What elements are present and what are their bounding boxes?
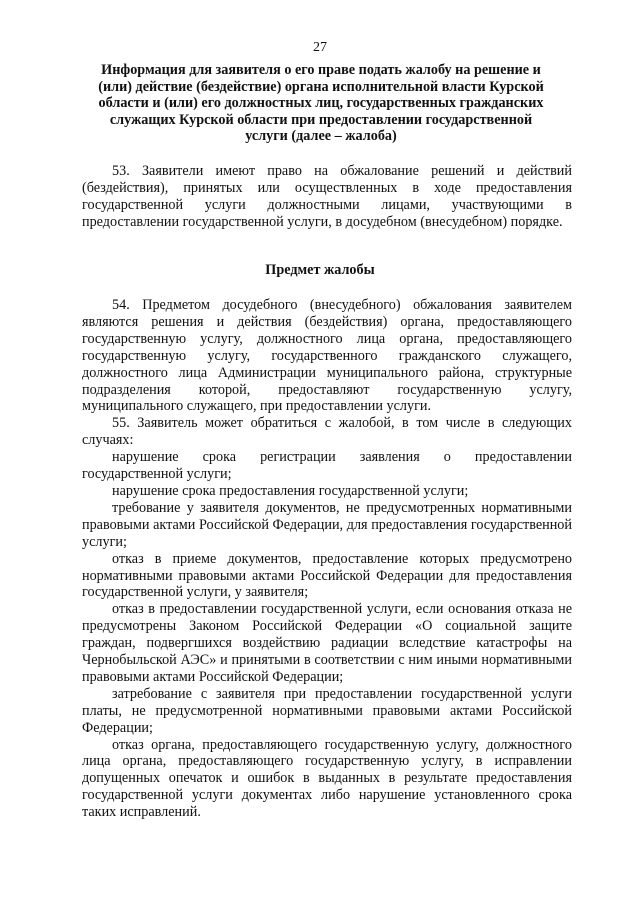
heading-line: (или) действие (бездействие) органа исполнительной власти Курской: [98, 78, 544, 95]
list-item: нарушение срока регистрации заявления о предоставлении государственной услуги;: [82, 449, 572, 483]
paragraph-block-intro: [82, 163, 572, 231]
paragraph-54: 54. Предметом досудебного (внесудебного) обжалования заявителем являются решения и действия (бездействия) органа, предоставляющего государственную услугу, должностного лица органа, предоставляющего государственную услугу, государственного гражданского служащего, должностного лица Администрации муниципального района, структурные подразделения которой, предоставляют государственную услугу, муниципального служащего, при предоставлении услуги.: [82, 297, 572, 415]
list-item: отказ в предоставлении государственной услуги, если основания отказа не предусмотрены Законом Российской Федерации «О социальной защите граждан, подвергшихся воздействию радиации вследствие катастрофы на Чернобыльской АЭС» и принятыми в соответствии с ним иными нормативными правовыми актами Российской Федерации;: [82, 601, 572, 685]
list-item: отказ в приеме документов, предоставление которых предусмотрено нормативными правовыми актами Российской Федерации для предоставления государственной услуги, у заявителя;: [82, 550, 572, 601]
paragraph-block-subject: [82, 297, 572, 821]
document-heading: [80, 62, 562, 145]
paragraph-53: 53. Заявители имеют право на обжалование решений и действий (бездействия), принятых или осуществленных в ходе предоставления государственной услуги должностными лицами, участвующими в предоставлении государственной услуги, в досудебном (внесудебном) порядке.: [82, 163, 572, 230]
list-item: отказ органа, предоставляющего государственную услугу, должностного лица органа, предоставляющего государственную услугу, в исправлении допущенных опечаток и ошибок в выданных в результате предоставления государственной услуги документах либо нарушение установленного срока таких исправлений.: [82, 736, 572, 821]
heading-line: услуги (далее – жалоба): [245, 128, 397, 145]
list-item: нарушение срока предоставления государственной услуги;: [112, 482, 469, 499]
list-item: требование у заявителя документов, не предусмотренных нормативными правовыми актами Российской Федерации, для предоставления государственной услуги;: [82, 499, 572, 550]
section-title: Предмет жалобы: [265, 262, 375, 278]
paragraph-55: 55. Заявитель может обратиться с жалобой, в том числе в следующих случаях:: [82, 415, 572, 449]
page-number: 27: [313, 40, 327, 55]
heading-line: Информация для заявителя о его праве подать жалобу на решение и: [101, 62, 541, 78]
heading-line: служащих Курской области при предоставлении государственной: [109, 111, 533, 128]
list-item: затребование с заявителя при предоставлении государственной услуги платы, не предусмотренной нормативными правовыми актами Российской Федерации;: [82, 685, 572, 736]
heading-line: области и (или) его должностных лиц, государственных гражданских: [98, 95, 544, 112]
